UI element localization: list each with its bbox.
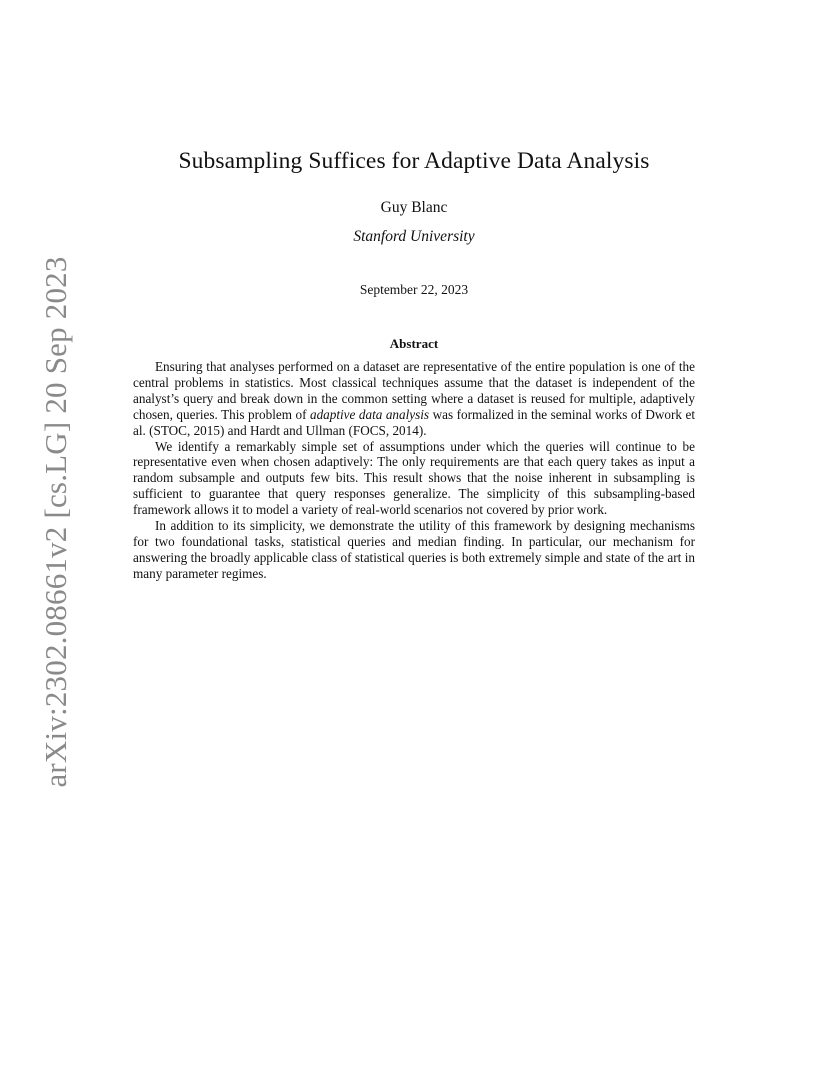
abstract-p1-emphasis: adaptive data analysis: [309, 406, 430, 422]
abstract-heading: Abstract: [389, 336, 439, 351]
abstract-p1-text-start: Ensuring that analyses performed on a dataset are representative of the entire population is one of the central problems in statistics. Most classical techniques assume that the dataset is independent of the analyst’s query and break down in the common setting where a dataset is reused for multiple, adaptively chosen, queries. This problem of: [133, 359, 695, 422]
paper-title: Subsampling Suffices for Adaptive Data Analysis: [178, 148, 650, 174]
abstract-p1-text-end: was formalized in the seminal works of Dwork et al. (STOC, 2015) and Hardt and Ullman (FOCS, 2014).: [133, 406, 695, 438]
arxiv-identifier-stamp: arXiv:2302.08661v2 [cs.LG] 20 Sep 2023: [38, 256, 73, 788]
publication-date: September 22, 2023: [359, 282, 469, 297]
abstract-body: [133, 359, 695, 582]
abstract-paragraph-3: In addition to its simplicity, we demonstrate the utility of this framework by designing mechanisms for two foundational tasks, statistical queries and median finding. In particular, our mechanism for answering the broadly applicable class of statistical queries is both extremely simple and state of the art in many parameter regimes.: [133, 518, 695, 581]
author-affiliation: Stanford University: [353, 228, 475, 245]
abstract-paragraph-2: We identify a remarkably simple set of assumptions under which the queries will continue to be representative even when chosen adaptively: The only requirements are that each query takes as input a random subsample and outputs few bits. This result shows that the noise inherent in subsampling is sufficient to guarantee that query responses generalize. The simplicity of this subsampling-based framework allows it to model a variety of real-world scenarios not covered by prior work.: [133, 438, 695, 518]
abstract-paragraph-1: [133, 359, 695, 439]
author-name: Guy Blanc: [380, 199, 448, 216]
